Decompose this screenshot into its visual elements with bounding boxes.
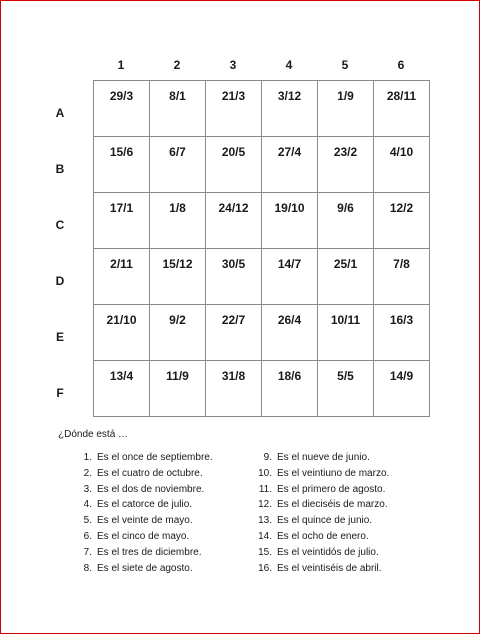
date-label: 15/12 bbox=[162, 257, 193, 271]
date-label: 28/11 bbox=[386, 89, 417, 103]
date-label: 1/9 bbox=[337, 89, 354, 103]
list-item bbox=[66, 450, 213, 466]
grid-cell bbox=[206, 249, 262, 305]
date-label: 13/4 bbox=[109, 369, 134, 383]
grid-cell bbox=[206, 81, 262, 137]
grid-cell bbox=[94, 81, 150, 137]
list-item bbox=[246, 466, 389, 482]
grid-cell bbox=[94, 137, 150, 193]
column-header: 2 bbox=[173, 58, 181, 72]
date-label: 3/12 bbox=[277, 89, 302, 103]
grid-cell bbox=[262, 193, 318, 249]
date-label: 30/5 bbox=[221, 257, 246, 271]
item-number: 1. bbox=[83, 452, 92, 463]
list-item bbox=[246, 561, 389, 577]
grid-cell bbox=[318, 305, 374, 361]
item-text: Es el veintiuno de marzo. bbox=[277, 467, 390, 479]
grid-cell bbox=[374, 249, 430, 305]
date-label: 26/4 bbox=[277, 313, 302, 327]
item-number: 11. bbox=[258, 483, 272, 495]
date-label: 10/11 bbox=[330, 313, 361, 327]
date-label: 23/2 bbox=[333, 145, 358, 159]
list-item bbox=[246, 497, 389, 513]
list-item bbox=[246, 482, 389, 498]
list-item bbox=[66, 466, 213, 482]
grid-cell bbox=[262, 305, 318, 361]
list-item bbox=[246, 513, 389, 529]
item-text: Es el primero de agosto. bbox=[277, 483, 386, 495]
item-text: Es el dos de noviembre. bbox=[97, 483, 205, 495]
grid-cell bbox=[206, 193, 262, 249]
item-number: 2. bbox=[83, 467, 92, 479]
grid-row bbox=[94, 137, 430, 193]
row-header: F bbox=[56, 386, 64, 400]
item-number: 6. bbox=[83, 530, 92, 542]
item-text: Es el quince de junio. bbox=[277, 515, 373, 527]
item-text: Es el cuatro de octubre. bbox=[97, 467, 203, 479]
date-label: 20/5 bbox=[221, 145, 246, 159]
date-label: 25/1 bbox=[333, 257, 358, 271]
grid-cell bbox=[206, 305, 262, 361]
grid-row bbox=[94, 193, 430, 249]
date-label: 1/8 bbox=[169, 201, 186, 215]
grid-row bbox=[94, 361, 430, 417]
grid-cell bbox=[150, 305, 206, 361]
date-label: 29/3 bbox=[109, 89, 134, 103]
date-label: 16/3 bbox=[389, 313, 414, 327]
item-text: Es el once de septiembre. bbox=[97, 452, 213, 463]
item-text: Es el veintidós de julio. bbox=[277, 546, 379, 558]
date-label: 6/7 bbox=[169, 145, 186, 159]
grid-cell bbox=[374, 193, 430, 249]
grid-row bbox=[94, 305, 430, 361]
grid-cell bbox=[150, 81, 206, 137]
date-label: 31/8 bbox=[221, 369, 246, 383]
item-number: 16. bbox=[258, 562, 272, 574]
date-label: 12/2 bbox=[389, 201, 414, 215]
grid-cell bbox=[262, 81, 318, 137]
date-label: 15/6 bbox=[109, 145, 134, 159]
grid-cell bbox=[318, 361, 374, 417]
grid-cell bbox=[374, 361, 430, 417]
date-label: 14/9 bbox=[389, 369, 414, 383]
question-list-right bbox=[246, 450, 389, 576]
column-header: 3 bbox=[229, 58, 237, 72]
item-text: Es el veintiséis de abril. bbox=[277, 562, 382, 574]
date-label: 4/10 bbox=[389, 145, 414, 159]
grid-cell bbox=[94, 361, 150, 417]
grid-cell bbox=[94, 305, 150, 361]
list-item bbox=[246, 450, 389, 466]
grid-cell bbox=[94, 193, 150, 249]
grid-cell bbox=[262, 249, 318, 305]
column-header: 1 bbox=[117, 58, 125, 72]
list-item bbox=[66, 482, 213, 498]
question-list-left bbox=[66, 450, 213, 576]
item-number: 3. bbox=[83, 483, 92, 495]
grid-cell bbox=[318, 193, 374, 249]
item-text: Es el cinco de mayo. bbox=[97, 530, 190, 542]
date-label: 17/1 bbox=[109, 201, 134, 215]
date-label: 19/10 bbox=[274, 201, 305, 215]
grid-cell bbox=[318, 249, 374, 305]
column-header: 4 bbox=[285, 58, 293, 72]
grid-cell bbox=[150, 137, 206, 193]
item-number: 12. bbox=[258, 499, 272, 511]
list-item bbox=[66, 529, 213, 545]
item-text: Es el tres de diciembre. bbox=[97, 546, 202, 558]
grid-cell bbox=[318, 137, 374, 193]
item-number: 7. bbox=[83, 546, 92, 558]
row-header: C bbox=[55, 218, 65, 232]
item-text: Es el dieciséis de marzo. bbox=[277, 499, 388, 511]
item-text: Es el ocho de enero. bbox=[277, 530, 369, 542]
list-item bbox=[246, 529, 389, 545]
row-header: B bbox=[55, 162, 65, 176]
date-label: 11/9 bbox=[166, 369, 189, 383]
grid-cell bbox=[150, 361, 206, 417]
question-prompt: ¿Dónde está … bbox=[58, 429, 129, 440]
date-label: 21/10 bbox=[106, 313, 137, 327]
item-number: 10. bbox=[258, 467, 272, 479]
date-label: 27/4 bbox=[277, 145, 302, 159]
item-text: Es el veinte de mayo. bbox=[97, 515, 193, 527]
item-number: 14. bbox=[258, 530, 272, 542]
date-label: 9/2 bbox=[169, 313, 186, 327]
row-header: D bbox=[55, 274, 65, 288]
item-text: Es el catorce de julio. bbox=[97, 499, 193, 511]
grid-cell bbox=[150, 249, 206, 305]
date-label: 21/3 bbox=[221, 89, 246, 103]
item-number: 5. bbox=[83, 515, 92, 527]
date-label: 2/11 bbox=[110, 257, 133, 271]
grid-cell bbox=[262, 361, 318, 417]
date-label: 5/5 bbox=[337, 369, 354, 383]
list-item bbox=[66, 545, 213, 561]
column-header: 5 bbox=[341, 58, 349, 72]
date-label: 24/12 bbox=[218, 201, 249, 215]
date-label: 9/6 bbox=[337, 201, 354, 215]
date-label: 22/7 bbox=[221, 313, 246, 327]
item-number: 15. bbox=[258, 546, 272, 558]
date-grid bbox=[93, 80, 430, 417]
grid-row bbox=[94, 81, 430, 137]
item-text: Es el nueve de junio. bbox=[277, 452, 370, 463]
item-text: Es el siete de agosto. bbox=[97, 562, 193, 574]
date-label: 7/8 bbox=[393, 257, 410, 271]
grid-cell bbox=[206, 137, 262, 193]
column-header: 6 bbox=[397, 58, 405, 72]
list-item bbox=[66, 497, 213, 513]
date-label: 8/1 bbox=[169, 89, 186, 103]
list-item bbox=[66, 561, 213, 577]
row-header: A bbox=[55, 106, 65, 120]
grid-cell bbox=[206, 361, 262, 417]
grid-cell bbox=[262, 137, 318, 193]
grid-cell bbox=[94, 249, 150, 305]
item-number: 13. bbox=[258, 515, 272, 527]
grid-row bbox=[94, 249, 430, 305]
list-item bbox=[246, 545, 389, 561]
item-number: 8. bbox=[83, 562, 92, 574]
item-number: 4. bbox=[83, 499, 92, 511]
grid-cell bbox=[374, 81, 430, 137]
item-number: 9. bbox=[263, 452, 272, 463]
date-label: 14/7 bbox=[277, 257, 302, 271]
grid-cell bbox=[374, 137, 430, 193]
grid-cell bbox=[374, 305, 430, 361]
grid-cell bbox=[318, 81, 374, 137]
row-header: E bbox=[55, 330, 64, 344]
date-label: 18/6 bbox=[277, 369, 302, 383]
grid-cell bbox=[150, 193, 206, 249]
list-item bbox=[66, 513, 213, 529]
